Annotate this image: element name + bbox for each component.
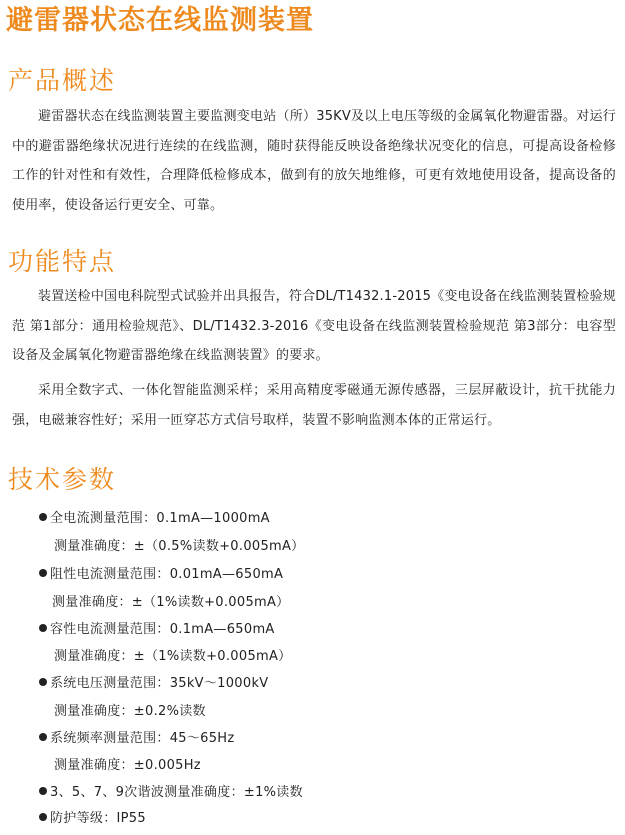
spec-item-accuracy: 测量准确度：±（0.5%读数+0.005mA） (54, 539, 305, 554)
spec-item-accuracy: 测量准确度：±0.2%读数 (54, 704, 206, 719)
spec-item (39, 730, 234, 748)
bullet-icon (39, 678, 47, 686)
spec-item-accuracy: 测量准确度：±0.005Hz (54, 758, 201, 773)
overview-paragraph: 避雷器状态在线监测装置主要监测变电站（所）35KV及以上电压等级的金属氧化物避雷器。对运行中的避雷器绝缘状况进行连续的在线监测，随时获得能反映设备绝缘状况变化的信息，可提高设备检修工作的针对性和有效性，合理降低检修成本，做到有的放矢地维修，可更有效地使用设备，提高设备的使用率，使设备运行更安全、可靠。 (12, 109, 616, 213)
spec-item-label: 全电流测量范围：0.1mA—1000mA (50, 511, 270, 526)
page-title: 避雷器状态在线监测装置 (6, 5, 314, 36)
bullet-icon (39, 513, 47, 521)
bullet-icon (39, 733, 47, 741)
bullet-icon (39, 624, 47, 632)
spec-item-label: 防护等级：IP55 (50, 811, 146, 826)
bullet-icon (39, 787, 47, 795)
section-heading-specs: 技术参数 (8, 465, 117, 494)
spec-item-label: 系统电压测量范围：35kV～1000kV (50, 676, 269, 691)
spec-item-label: 系统频率测量范围：45～65Hz (50, 731, 235, 746)
section-heading-overview: 产品概述 (8, 66, 117, 95)
spec-item-label: 阻性电流测量范围：0.01mA—650mA (50, 567, 284, 582)
bullet-icon (39, 569, 47, 577)
spec-item (39, 510, 270, 528)
spec-item (39, 675, 268, 693)
features-paragraph-2: 采用全数字式、一体化智能监测采样；采用高精度零磁通无源传感器，三层屏蔽设计，抗干扰能力强，电磁兼容性好；采用一匝穿芯方式信号取样，装置不影响监测本体的正常运行。 (12, 383, 616, 428)
spec-item (39, 566, 283, 584)
spec-item-accuracy: 测量准确度：±（1%读数+0.005mA） (52, 595, 290, 610)
spec-item (39, 810, 146, 828)
spec-item-label: 容性电流测量范围：0.1mA—650mA (50, 622, 275, 637)
section-heading-features: 功能特点 (8, 247, 117, 276)
spec-item-label: 3、5、7、9次谐波测量准确度：±1%读数 (50, 785, 303, 800)
spec-item (39, 784, 303, 802)
bullet-icon (39, 813, 47, 821)
features-paragraph-1: 装置送检中国电科院型式试验并出具报告，符合DL/T1432.1-2015《变电设备在线监测装置检验规范 第1部分：通用检验规范》、DL/T1432.3-2016《变电设备在线监测装置检验规范 第3部分：电容型设备及金属氧化物避雷器绝缘在线监测装置》的要求。 (12, 289, 616, 363)
spec-item-accuracy: 测量准确度：±（1%读数+0.005mA） (54, 649, 292, 664)
spec-item (39, 621, 275, 639)
